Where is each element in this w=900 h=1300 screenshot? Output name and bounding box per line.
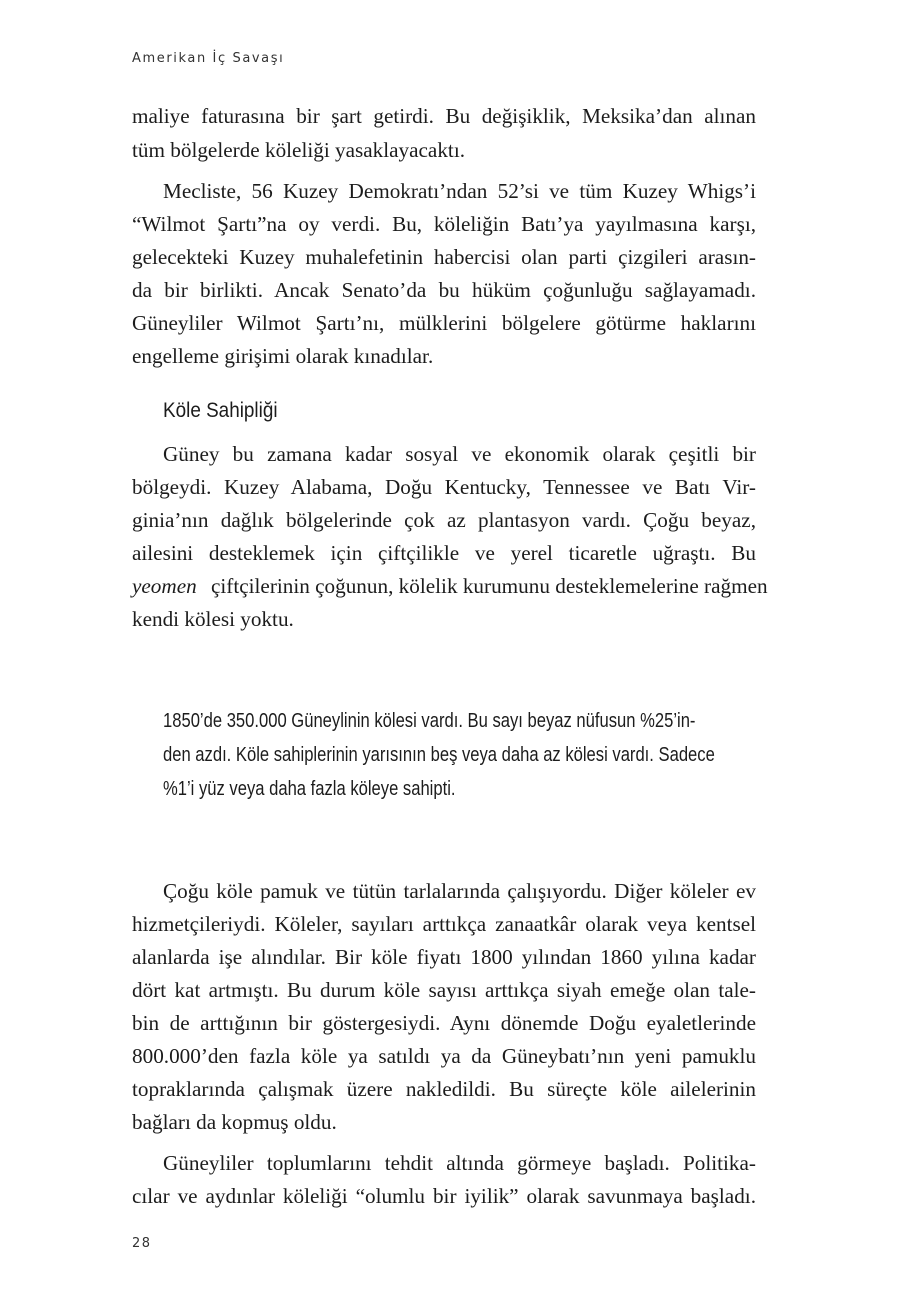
- text-line: “Wilmot Şartı”na oy verdi. Bu, köleliğin Batı’ya yayılmasına karşı,: [132, 212, 756, 236]
- text-line: gelecekteki Kuzey muhalefetinin habercisi olan parti çizgileri arasın-: [132, 245, 756, 269]
- text-line: Güneyliler Wilmot Şartı’nı, mülklerini bölgelere götürme haklarını: [132, 311, 756, 335]
- text-line: hizmetçileriydi. Köleler, sayıları arttıkça zanaatkâr olarak veya kentsel: [132, 912, 756, 936]
- text-line: engelleme girişimi olarak kınadılar.: [132, 344, 434, 368]
- text-line: bin de arttığının bir göstergesiydi. Aynı dönemde Doğu eyaletlerinde: [132, 1011, 756, 1035]
- page-number: 28: [132, 1236, 152, 1251]
- callout-line: den azdı. Köle sahiplerinin yarısının beş veya daha az kölesi vardı. Sadece: [163, 744, 715, 766]
- text-line: ailesini desteklemek için çiftçilikle ve yerel ticaretle uğraştı. Bu: [132, 541, 756, 565]
- emphasis-word: yeomen: [132, 574, 197, 598]
- section-heading: Köle Sahipliği: [163, 399, 278, 422]
- text-line: topraklarında çalışmak üzere nakledildi. Bu süreçte köle ailelerinin: [132, 1077, 756, 1101]
- text-line: dört kat artmıştı. Bu durum köle sayısı arttıkça siyah emeğe olan tale-: [132, 978, 756, 1002]
- text-line: da bir birlikti. Ancak Senato’da bu hüküm çoğunluğu sağlayamadı.: [132, 278, 756, 302]
- text-line: Çoğu köle pamuk ve tütün tarlalarında çalışıyordu. Diğer köleler ev: [163, 879, 756, 903]
- text-line-rest: çiftçilerinin çoğunun, kölelik kurumunu desteklemelerine rağmen: [211, 574, 768, 598]
- text-line: Güneyliler toplumlarını tehdit altında görmeye başladı. Politika-: [163, 1151, 756, 1175]
- text-line: Güney bu zamana kadar sosyal ve ekonomik olarak çeşitli bir: [163, 442, 756, 466]
- text-line: cılar ve aydınlar köleliği “olumlu bir iyilik” olarak savunmaya başladı.: [132, 1184, 756, 1208]
- text-line: kendi kölesi yoktu.: [132, 607, 294, 631]
- text-line: tüm bölgelerde köleliği yasaklayacaktı.: [132, 138, 465, 162]
- callout-line: 1850’de 350.000 Güneylinin kölesi vardı. Bu sayı beyaz nüfusun %25’in-: [163, 710, 696, 732]
- text-line: ginia’nın dağlık bölgelerinde çok az plantasyon vardı. Çoğu beyaz,: [132, 508, 756, 532]
- callout-line: %1’i yüz veya daha fazla köleye sahipti.: [163, 778, 456, 800]
- text-line-with-emphasis: [132, 570, 768, 602]
- running-head: Amerikan İç Savaşı: [132, 51, 285, 66]
- text-line: maliye faturasına bir şart getirdi. Bu değişiklik, Meksika’dan alınan: [132, 104, 756, 128]
- text-line: bölgeydi. Kuzey Alabama, Doğu Kentucky, Tennessee ve Batı Vir-: [132, 475, 756, 499]
- text-line: bağları da kopmuş oldu.: [132, 1110, 337, 1134]
- text-line: alanlarda işe alındılar. Bir köle fiyatı 1800 yılından 1860 yılına kadar: [132, 945, 756, 969]
- text-line: Mecliste, 56 Kuzey Demokratı’ndan 52’si ve tüm Kuzey Whigs’i: [163, 179, 756, 203]
- text-line: 800.000’den fazla köle ya satıldı ya da Güneybatı’nın yeni pamuklu: [132, 1044, 756, 1068]
